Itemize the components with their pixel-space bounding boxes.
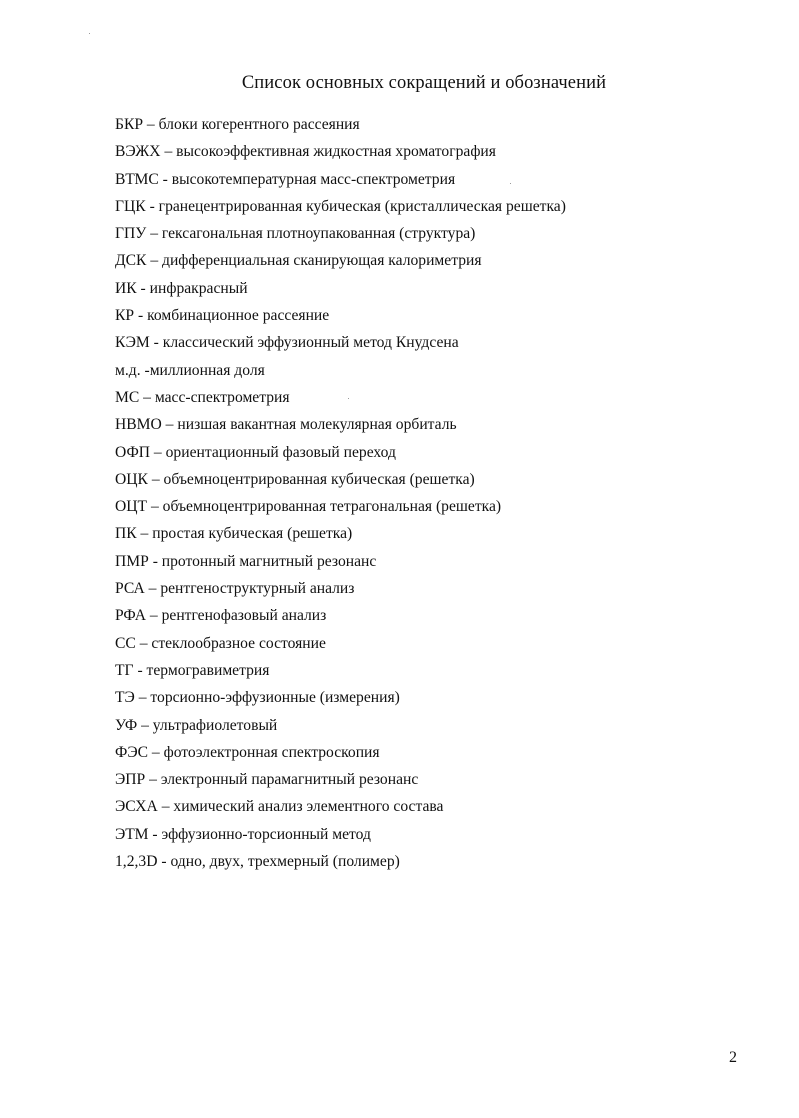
list-item: КР - комбинационное рассеяние (115, 307, 330, 325)
list-item: УФ – ультрафиолетовый (115, 716, 278, 734)
list-item: ГЦК - гранецентрированная кубическая (кристаллическая решетка) (115, 197, 566, 215)
page-title: Список основных сокращений и обозначений (241, 73, 607, 93)
page-number: 2 (729, 1049, 737, 1066)
list-item: РФА – рентгенофазовый анализ (115, 607, 327, 625)
list-item: ЭПР – электронный парамагнитный резонанс (115, 771, 419, 789)
list-item: МС – масс-спектрометрия (115, 388, 290, 406)
list-item: СС – стеклообразное состояние (115, 634, 326, 652)
abbreviation-list (115, 111, 566, 875)
list-item: 1,2,3D - одно, двух, трехмерный (полимер) (115, 853, 400, 871)
list-item: ДСК – дифференциальная сканирующая калориметрия (115, 252, 482, 270)
list-item: ТГ - термогравиметрия (115, 661, 270, 679)
list-item: ОФП – ориентационный фазовый переход (115, 443, 396, 461)
list-item: ПК – простая кубическая (решетка) (115, 525, 353, 543)
list-item: НВМО – низшая вакантная молекулярная орбиталь (115, 416, 457, 434)
list-item: ЭСХА – химический анализ элементного состава (115, 798, 444, 816)
list-item: ОЦК – объемноцентрированная кубическая (решетка) (115, 470, 475, 488)
list-item: ФЭС – фотоэлектронная спектроскопия (115, 743, 380, 761)
list-item: ТЭ – торсионно-эффузионные (измерения) (115, 689, 400, 707)
list-item: РСА – рентгеноструктурный анализ (115, 580, 355, 598)
list-item: м.д. -миллионная доля (115, 361, 265, 379)
list-item: ОЦТ – объемноцентрированная тетрагональная (решетка) (115, 498, 502, 516)
list-item: ПМР - протонный магнитный резонанс (115, 552, 377, 570)
list-item: ГПУ – гексагональная плотноупакованная (структура) (115, 225, 476, 243)
list-item: БКР – блоки когерентного рассеяния (115, 116, 360, 133)
list-item: ИК - инфракрасный (115, 279, 248, 297)
list-item: ЭТМ - эффузионно-торсионный метод (115, 825, 371, 843)
list-item: КЭМ - классический эффузионный метод Кнудсена (115, 334, 459, 352)
list-item: ВТМС - высокотемпературная масс-спектрометрия (115, 170, 456, 188)
list-item: ВЭЖХ – высокоэффективная жидкостная хроматография (115, 143, 496, 161)
scan-speck (89, 33, 90, 34)
